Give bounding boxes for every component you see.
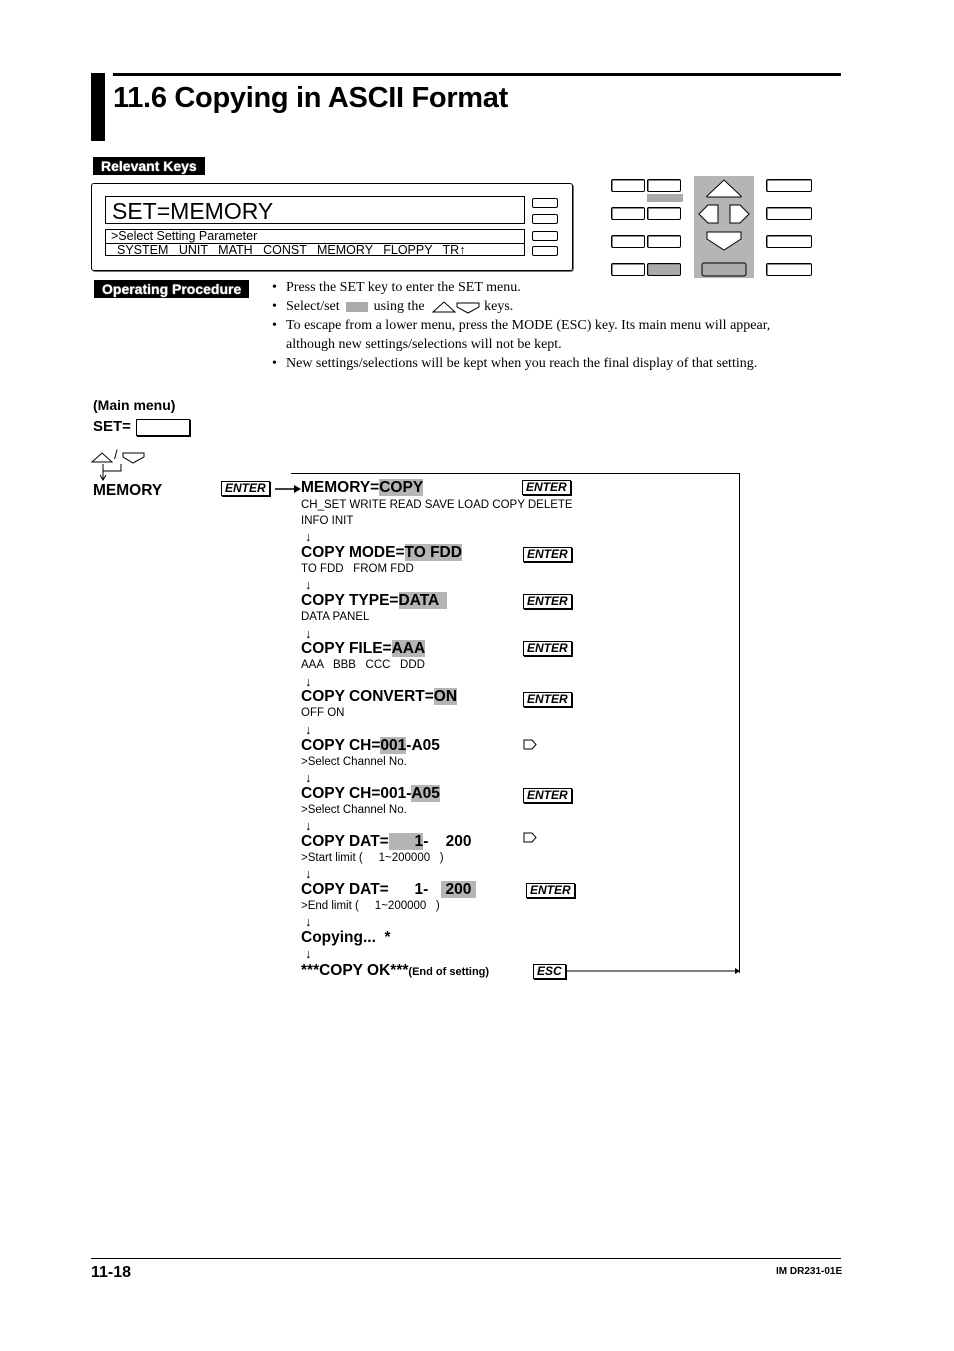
lcd-line-1: >Select Setting Parameter — [106, 230, 524, 244]
enter-key[interactable]: ENTER — [522, 480, 571, 495]
down-arrow-icon: ↓ — [305, 866, 312, 881]
flow-return-line-top — [291, 473, 740, 474]
bullet-3-line-1: To escape from a lower menu, press the MODE (ESC) key. Its main menu will appear, — [286, 318, 771, 333]
step-hint: >End limit ( 1~200000 ) — [301, 900, 440, 912]
step-text: COPY FILE= — [301, 640, 392, 657]
operating-procedure-tag: Operating Procedure — [94, 280, 249, 298]
key-highlight — [647, 194, 683, 202]
highlight-swatch — [346, 302, 368, 312]
selected-value: COPY — [379, 479, 424, 496]
selected-value: 1 — [388, 833, 424, 850]
step-text: COPY MODE= — [301, 544, 405, 561]
page-number: 11-18 — [91, 1264, 132, 1281]
selected-value: 001 — [380, 737, 407, 754]
procedure-bullets — [270, 278, 830, 373]
step-copy-ch-start — [301, 737, 440, 755]
step-hint: >Select Channel No. — [301, 804, 407, 816]
soft-key-1[interactable] — [532, 198, 558, 208]
step-copy-dat-start — [301, 833, 471, 851]
step-text: COPY TYPE= — [301, 592, 399, 609]
selected-value: ON — [433, 688, 458, 705]
title-marker — [91, 73, 105, 141]
step-text: - 200 — [423, 833, 472, 850]
footer-rule — [91, 1258, 841, 1259]
down-arrow-icon: ↓ — [305, 914, 312, 929]
step-copy-convert — [301, 688, 457, 706]
step-copy-mode — [301, 544, 462, 562]
enter-key[interactable]: ENTER — [526, 883, 575, 898]
bullet-2 — [270, 297, 830, 316]
lcd-sub-lines — [105, 229, 525, 256]
up-down-selector-icon — [91, 447, 147, 485]
keypad-key[interactable] — [766, 235, 812, 248]
relevant-keys-tag: Relevant Keys — [93, 157, 205, 175]
enter-key[interactable]: ENTER — [523, 692, 572, 707]
set-key[interactable] — [647, 263, 681, 276]
step-text: COPY CH=001- — [301, 785, 412, 802]
step-text: COPY CH= — [301, 737, 381, 754]
page-title: 11.6 Copying in ASCII Format — [113, 82, 508, 114]
lcd-line-2: SYSTEM UNIT MATH CONST MEMORY FLOPPY TR↑ — [117, 243, 466, 257]
flow-return-line — [739, 473, 740, 973]
step-text: ***COPY OK*** — [301, 962, 409, 979]
enter-key[interactable]: ENTER — [523, 788, 572, 803]
step-hint: >Start limit ( 1~200000 ) — [301, 852, 444, 864]
down-arrow-icon: ↓ — [305, 577, 312, 592]
step-options: AAA BBB CCC DDD — [301, 659, 425, 671]
step-memory — [301, 479, 423, 497]
bullet-2-text-b: using the — [373, 299, 425, 314]
selected-value: DATA — [398, 592, 448, 609]
step-text: COPY DAT= 1- — [301, 881, 442, 898]
keypad-key[interactable] — [611, 235, 645, 248]
bullet-4: • New settings/selections will be kept when you reach the final display of that setting. — [270, 354, 830, 373]
end-note: (End of setting) — [408, 966, 490, 978]
bullet-2-text-a: Select/set — [286, 299, 340, 314]
enter-key[interactable]: ENTER — [523, 547, 572, 562]
down-arrow-icon: ↓ — [305, 770, 312, 785]
keypad-key[interactable] — [611, 263, 645, 276]
step-text: -A05 — [406, 737, 440, 754]
step-text: COPY CONVERT= — [301, 688, 434, 705]
step-hint: >Select Channel No. — [301, 756, 407, 768]
title-rule — [113, 73, 841, 76]
keypad-key[interactable] — [647, 207, 681, 220]
arrow-keys-icon[interactable] — [694, 176, 754, 278]
bullet-1: • Press the SET key to enter the SET menu. — [270, 278, 830, 297]
bullet-2-text-c: keys. — [484, 299, 514, 314]
bullet-3-line-2: although new settings/selections will not be kept. — [286, 337, 562, 352]
down-arrow-icon: ↓ — [305, 529, 312, 544]
step-options: TO FDD FROM FDD — [301, 563, 414, 575]
selected-value: TO FDD — [404, 544, 462, 561]
keypad-key[interactable] — [766, 179, 812, 192]
keypad-key[interactable] — [611, 179, 645, 192]
step-options: CH_SET WRITE READ SAVE LOAD COPY DELETE — [301, 499, 573, 511]
set-label: SET= — [93, 418, 131, 435]
esc-key[interactable]: ESC — [533, 964, 566, 979]
document-id: IM DR231-01E — [776, 1266, 843, 1277]
down-arrow-icon: ↓ — [305, 674, 312, 689]
slash-separator: / — [114, 447, 118, 462]
right-key-icon[interactable] — [523, 832, 537, 843]
step-text: COPY DAT= — [301, 833, 389, 850]
step-text: MEMORY= — [301, 479, 380, 496]
return-arrow-icon — [565, 966, 741, 976]
soft-key-3[interactable] — [532, 231, 558, 241]
right-key-icon[interactable] — [523, 739, 537, 750]
set-value-box — [136, 419, 190, 436]
step-copy-type — [301, 592, 447, 610]
bullet-3 — [270, 316, 830, 354]
step-copy-ok — [301, 962, 489, 980]
keypad-key[interactable] — [766, 263, 812, 276]
step-copy-dat-end — [301, 881, 476, 899]
enter-key[interactable]: ENTER — [221, 481, 270, 496]
selected-value: AAA — [391, 640, 426, 657]
soft-key-2[interactable] — [532, 214, 558, 224]
down-arrow-icon: ↓ — [305, 946, 312, 961]
down-arrow-icon: ↓ — [305, 818, 312, 833]
step-options: DATA PANEL — [301, 611, 370, 623]
right-arrow-icon — [275, 484, 303, 494]
down-arrow-icon: ↓ — [305, 722, 312, 737]
step-copy-file — [301, 640, 425, 658]
keypad-key[interactable] — [647, 179, 681, 192]
step-options: INFO INIT — [301, 515, 354, 527]
soft-key-4[interactable] — [532, 246, 558, 256]
keypad-key[interactable] — [766, 207, 812, 220]
selected-value: 200 — [441, 881, 476, 898]
main-menu-label: (Main menu) — [93, 397, 176, 413]
keypad-key[interactable] — [647, 235, 681, 248]
selected-value: A05 — [411, 785, 440, 802]
keypad-key[interactable] — [611, 207, 645, 220]
up-down-keys-icon — [432, 300, 480, 314]
enter-key[interactable]: ENTER — [523, 594, 572, 609]
step-copy-ch-end — [301, 785, 440, 803]
enter-key[interactable]: ENTER — [523, 641, 572, 656]
lcd-main-line: SET=MEMORY — [105, 196, 525, 224]
down-arrow-icon: ↓ — [305, 626, 312, 641]
step-copying: Copying... * — [301, 929, 391, 946]
step-options: OFF ON — [301, 707, 345, 719]
memory-label: MEMORY — [93, 482, 163, 499]
